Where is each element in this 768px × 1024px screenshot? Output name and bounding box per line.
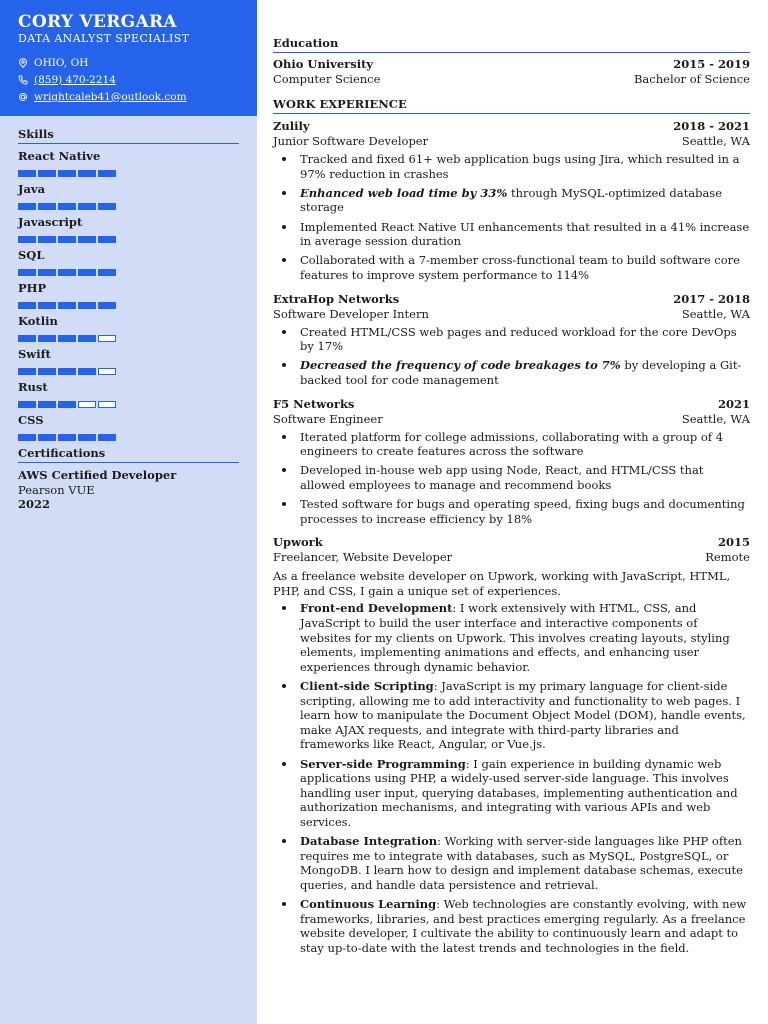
- skill-item: [18, 248, 239, 276]
- bullet-text: Tracked and fixed 61+ web application bugs using Jira, which resulted in a 97% reduction in crashes: [300, 152, 740, 181]
- education-years: 2015 - 2019: [673, 57, 750, 71]
- skill-name: PHP: [18, 281, 47, 295]
- skill-level-bar: [18, 269, 239, 276]
- education-degree: Bachelor of Science: [633, 72, 750, 86]
- skill-level-filled: [18, 401, 36, 408]
- skill-level-filled: [18, 434, 36, 441]
- skill-level-bar: [18, 203, 239, 210]
- job-header-row: [273, 535, 750, 550]
- school-name: Ohio University: [273, 57, 374, 71]
- job-entry: [273, 119, 750, 283]
- skill-name: SQL: [18, 248, 45, 262]
- skill-name: Kotlin: [18, 314, 58, 328]
- skill-level-bar: [18, 170, 239, 177]
- skill-level-filled: [38, 401, 56, 408]
- job-bullet: [273, 463, 750, 492]
- bullet-text: : Working with server-side languages like PHP often requires me to integrate with databases, such as MySQL, PostgreSQL, or MongoDB. I learn how to design and implement database schemas, execute queries, and handle data persistence and retrieval.: [300, 834, 743, 892]
- skill-level-filled: [78, 335, 96, 342]
- bullet-text: : I gain experience in building dynamic web applications using PHP, a widely-used server-side language. This involves handling user input, querying databases, implementing authentication and authorization mechanisms, and integrating with various APIs and web services.: [300, 756, 738, 829]
- skills-section: [18, 127, 239, 441]
- bullet-heading: Continuous Learning: [300, 897, 437, 912]
- skill-level-filled: [98, 302, 116, 309]
- education-row-1: [273, 57, 750, 72]
- bullet-text: through MySQL-optimized database storage: [300, 185, 723, 215]
- at-sign-icon: [18, 92, 28, 102]
- job-sub-row: [273, 412, 750, 427]
- main-content: [273, 36, 750, 960]
- bullet-heading: Server-side Programming: [300, 756, 466, 771]
- job-bullets: [273, 601, 750, 955]
- certifications-section: [18, 446, 239, 512]
- skill-name: Java: [18, 182, 46, 196]
- skill-level-filled: [38, 269, 56, 276]
- bullet-text: : I work extensively with HTML, CSS, and JavaScript to build the user interface and interactive components of websites for my clients on Upwork. This involves creating layouts, styling elements, implementing animations and effects, and enhancing user experiences through dynamic behavior.: [300, 601, 730, 674]
- job-sub-row: [273, 134, 750, 149]
- skill-item: [18, 314, 239, 342]
- skill-level-filled: [38, 236, 56, 243]
- bullet-text: : JavaScript is my primary language for client-side scripting, allowing me to add interactivity and functionality to web pages. I learn how to manipulate the Document Object Model (DOM), handle events, make AJAX requests, and integrate with third-party libraries and frameworks like React, Angular, or Vue.js.: [300, 679, 746, 752]
- job-bullet: [273, 834, 750, 892]
- skill-level-bar: [18, 434, 239, 441]
- skill-level-filled: [18, 302, 36, 309]
- skill-item: [18, 149, 239, 177]
- skill-item: [18, 215, 239, 243]
- job-header-row: [273, 119, 750, 134]
- skill-item: [18, 281, 239, 309]
- phone-icon: [18, 75, 28, 85]
- job-years: 2015: [717, 535, 750, 550]
- skill-level-bar: [18, 401, 239, 408]
- skill-name: Swift: [18, 347, 51, 361]
- bullet-heading: Front-end Development: [300, 601, 453, 616]
- job-bullet: [273, 152, 750, 181]
- job-company: F5 Networks: [273, 396, 355, 411]
- job-bullet: [273, 897, 750, 955]
- skill-level-empty: [98, 368, 116, 375]
- skill-level-filled: [18, 335, 36, 342]
- job-bullet: [273, 253, 750, 282]
- job-bullet: [273, 186, 750, 215]
- job-bullet: [273, 325, 750, 354]
- skill-level-bar: [18, 302, 239, 309]
- skill-level-filled: [38, 302, 56, 309]
- bullet-highlight: Decreased the frequency of code breakages to 7%: [300, 358, 621, 373]
- skill-level-filled: [38, 203, 56, 210]
- skill-name: Javascript: [18, 215, 83, 229]
- cert-org: Pearson VUE: [18, 483, 95, 497]
- contact-email[interactable]: [18, 88, 257, 105]
- skill-level-filled: [58, 434, 76, 441]
- job-sub-row: [273, 307, 750, 322]
- skill-level-empty: [98, 401, 116, 408]
- skill-level-filled: [58, 170, 76, 177]
- skill-level-filled: [78, 236, 96, 243]
- job-bullet: [273, 757, 750, 830]
- job-bullet: [273, 430, 750, 459]
- bullet-heading: Client-side Scripting: [300, 679, 434, 693]
- job-intro: As a freelance website developer on Upwork, working with JavaScript, HTML, PHP, and CSS, I gain a unique set of experiences.: [273, 569, 731, 598]
- job-bullets: [273, 152, 750, 283]
- skill-level-filled: [38, 434, 56, 441]
- skill-name: Rust: [18, 380, 48, 394]
- skill-name: CSS: [18, 413, 44, 427]
- bullet-heading: Database Integration: [300, 834, 438, 849]
- bullet-text: Created HTML/CSS web pages and reduced workload for the core DevOps by 17%: [300, 324, 737, 354]
- job-entry: [273, 292, 750, 388]
- education-entry: [273, 57, 750, 87]
- skill-level-bar: [18, 236, 239, 243]
- bullet-text: Iterated platform for college admissions, collaborating with a group of 4 engineers to create features across the software: [300, 429, 724, 459]
- skill-level-empty: [78, 401, 96, 408]
- bullet-text: Collaborated with a 7-member cross-functional team to build software core features to improve system performance to 114%: [300, 253, 740, 282]
- skill-level-filled: [18, 236, 36, 243]
- job-bullet: [273, 679, 750, 752]
- jobs-list: [273, 119, 750, 955]
- skill-level-filled: [78, 203, 96, 210]
- job-location: Seattle, WA: [681, 134, 750, 148]
- skill-level-filled: [78, 269, 96, 276]
- job-company: Zulily: [273, 119, 310, 133]
- job-sub-row: [273, 550, 750, 565]
- job-bullets: [273, 430, 750, 527]
- skill-item: [18, 182, 239, 210]
- education-row-2: [273, 72, 750, 87]
- job-entry: [273, 535, 750, 955]
- skill-level-filled: [78, 434, 96, 441]
- job-location: Seattle, WA: [681, 411, 750, 426]
- skill-level-bar: [18, 368, 239, 375]
- job-bullets: [273, 325, 750, 388]
- job-years: 2017 - 2018: [673, 291, 750, 306]
- cert-name: AWS Certified Developer: [18, 468, 177, 482]
- skill-name: React Native: [18, 149, 101, 163]
- job-title: Junior Software Developer: [273, 134, 429, 148]
- skill-level-filled: [58, 401, 76, 408]
- skill-level-bar: [18, 335, 239, 342]
- location-text: OHIO, OH: [34, 56, 89, 69]
- skill-level-filled: [58, 203, 76, 210]
- skill-level-filled: [18, 368, 36, 375]
- phone-link[interactable]: (859) 470-2214: [34, 73, 116, 86]
- job-header-row: [273, 397, 750, 412]
- job-bullet: [273, 358, 750, 387]
- skill-item: [18, 347, 239, 375]
- job-title: Software Developer Intern: [273, 306, 429, 321]
- contact-list: [18, 54, 257, 105]
- skill-level-filled: [18, 269, 36, 276]
- job-title: Software Engineer: [273, 411, 383, 426]
- job-location: Seattle, WA: [681, 306, 750, 321]
- job-header-row: [273, 292, 750, 307]
- skill-level-filled: [98, 434, 116, 441]
- job-bullet: [273, 497, 750, 526]
- skill-level-empty: [98, 335, 116, 342]
- skill-level-filled: [98, 269, 116, 276]
- skills-list: [18, 149, 239, 441]
- skill-level-filled: [18, 203, 36, 210]
- email-link[interactable]: wrightcaleb41@outlook.com: [34, 90, 187, 103]
- skill-level-filled: [58, 335, 76, 342]
- skill-item: [18, 413, 239, 441]
- skill-level-filled: [18, 170, 36, 177]
- job-bullet: [273, 220, 750, 249]
- job-company: Upwork: [273, 535, 323, 550]
- skill-level-filled: [98, 236, 116, 243]
- sidebar: [0, 0, 257, 1024]
- skill-level-filled: [38, 335, 56, 342]
- job-location: Remote: [705, 550, 750, 565]
- bullet-highlight: Enhanced web load time by 33%: [300, 185, 508, 200]
- skill-item: [18, 380, 239, 408]
- cert-year: 2022: [18, 497, 51, 511]
- candidate-name: CORY VERGARA: [18, 12, 177, 32]
- header-box: [0, 0, 257, 116]
- job-bullet: [273, 601, 750, 674]
- skill-level-filled: [98, 170, 116, 177]
- bullet-text: : Web technologies are constantly evolving, with new frameworks, libraries, and best practices emerging regularly. As a freelance website developer, I cultivate the ability to continuously learn and adapt to stay up-to-date with the latest trends and technologies in the field.: [300, 897, 747, 955]
- job-years: 2018 - 2021: [673, 119, 750, 133]
- skill-level-filled: [38, 368, 56, 375]
- skill-level-filled: [58, 368, 76, 375]
- skill-level-filled: [78, 170, 96, 177]
- education-title: Education: [273, 36, 750, 53]
- job-title: Freelancer, Website Developer: [273, 550, 453, 565]
- bullet-text: Tested software for bugs and operating speed, fixing bugs and documenting processes to increase efficiency by 18%: [300, 497, 745, 526]
- job-entry: [273, 397, 750, 527]
- skill-level-filled: [58, 269, 76, 276]
- job-years: 2021: [717, 396, 750, 411]
- contact-location: [18, 54, 257, 71]
- bullet-text: Developed in-house web app using Node, React, and HTML/CSS that allowed employees to manage and recommend books: [300, 463, 704, 492]
- education-field: Computer Science: [273, 72, 381, 86]
- work-title: WORK EXPERIENCE: [273, 97, 750, 114]
- candidate-role: DATA ANALYST SPECIALIST: [18, 32, 190, 45]
- bullet-text: Implemented React Native UI enhancements that resulted in a 41% increase in average session duration: [300, 219, 750, 249]
- location-pin-icon: [18, 58, 28, 68]
- bullet-text: by developing a Git-backed tool for code management: [300, 358, 742, 387]
- contact-phone[interactable]: [18, 71, 257, 88]
- skill-level-filled: [98, 203, 116, 210]
- skill-level-filled: [58, 302, 76, 309]
- skill-level-filled: [38, 170, 56, 177]
- skill-level-filled: [78, 368, 96, 375]
- certifications-title: Certifications: [18, 446, 239, 463]
- skills-title: Skills: [18, 127, 239, 144]
- skill-level-filled: [58, 236, 76, 243]
- job-company: ExtraHop Networks: [273, 291, 400, 306]
- skill-level-filled: [78, 302, 96, 309]
